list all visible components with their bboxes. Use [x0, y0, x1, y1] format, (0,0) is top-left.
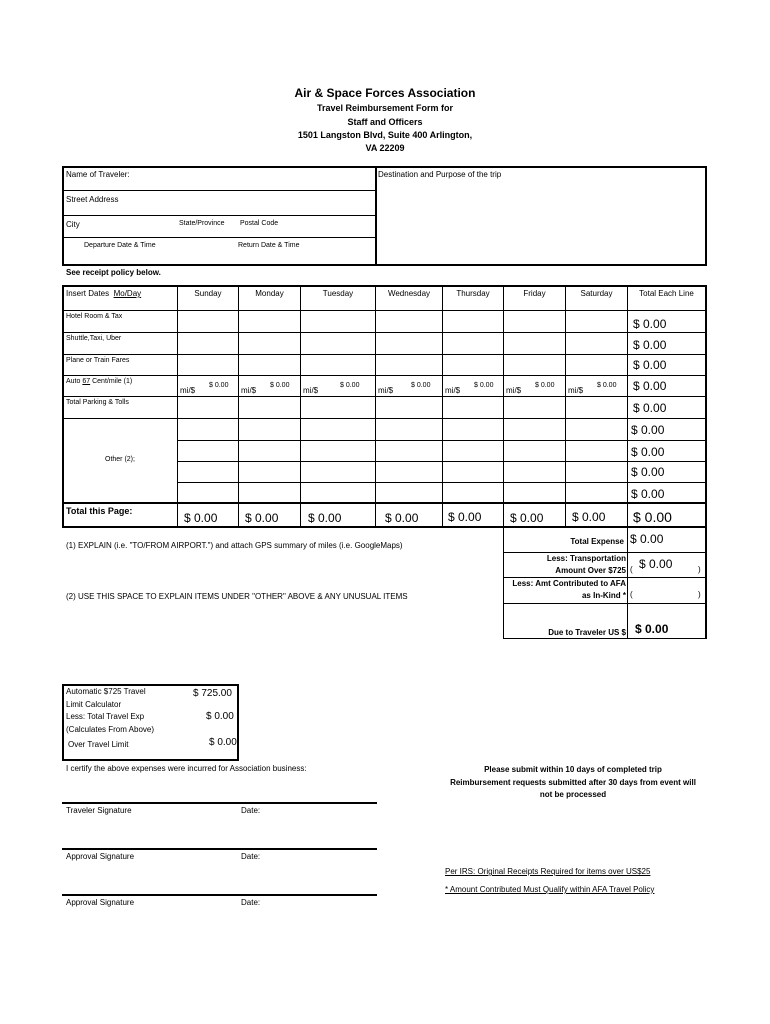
- paren-close: ): [698, 590, 701, 599]
- certification-statement: I certify the above expenses were incurred for Association business:: [66, 764, 307, 773]
- due-to-traveler-value: $ 0.00: [635, 622, 669, 636]
- over-limit-value: $ 0.00: [209, 737, 237, 748]
- mileage-input-saturday[interactable]: mi/$: [568, 386, 584, 395]
- row-label-plane: Plane or Train Fares: [66, 357, 130, 364]
- less-afa-label: Less: Amt Contributed to AFA as In-Kind *: [512, 579, 626, 600]
- travel-expense-value: $ 0.00: [206, 711, 234, 722]
- row-label-parking: Total Parking & Tolls: [66, 399, 129, 406]
- day-header-wednesday: Wednesday: [387, 289, 431, 298]
- mileage-amount: $ 0.00: [411, 382, 431, 389]
- insert-dates-label: Insert Dates Mo/Day: [66, 289, 142, 298]
- afa-travel-policy: * Amount Contributed Must Qualify within AFA Travel Policy: [445, 885, 655, 894]
- row-label-other: Other (2);: [105, 456, 135, 463]
- paren-close: ): [698, 565, 701, 574]
- due-to-traveler-label: Due to Traveler US $: [548, 628, 626, 637]
- mileage-amount: $ 0.00: [535, 382, 555, 389]
- mo-day-label: Mo/Day: [113, 289, 142, 298]
- less-transportation-label: Less: Transportation Amount Over $725: [546, 554, 626, 575]
- paren-open: (: [630, 565, 633, 574]
- mileage-input-sunday[interactable]: mi/$: [180, 386, 196, 395]
- city-field[interactable]: City: [66, 220, 80, 229]
- mileage-amount: $ 0.00: [270, 382, 290, 389]
- name-of-traveler-field[interactable]: Name of Traveler:: [66, 170, 130, 179]
- mileage-input-wednesday[interactable]: mi/$: [378, 386, 394, 395]
- day-header-friday: Friday: [523, 289, 546, 298]
- mileage-amount: $ 0.00: [340, 382, 360, 389]
- mileage-input-friday[interactable]: mi/$: [506, 386, 522, 395]
- day-total-thursday: $ 0.00: [448, 510, 482, 524]
- line-total-hotel: $ 0.00: [633, 317, 667, 331]
- signature-line: [62, 894, 377, 896]
- departure-date-field[interactable]: Departure Date & Time: [84, 242, 156, 249]
- approval-date-field-2[interactable]: Date:: [241, 898, 261, 907]
- line-total-other-3: $ 0.00: [631, 465, 665, 479]
- line-total-plane: $ 0.00: [633, 358, 667, 372]
- address-line-2: VA 22209: [365, 143, 405, 153]
- total-expense-label: Total Expense: [570, 537, 624, 546]
- line-total-auto: $ 0.00: [633, 379, 667, 393]
- line-total-parking: $ 0.00: [633, 401, 667, 415]
- line-total-other-2: $ 0.00: [631, 445, 665, 459]
- signature-line: [62, 802, 377, 804]
- form-subtitle-2: Staff and Officers: [347, 117, 423, 127]
- mileage-input-tuesday[interactable]: mi/$: [303, 386, 319, 395]
- calculator-labels: Automatic $725 Travel Limit Calculator Less: Total Travel Exp (Calculates From Above): [66, 687, 155, 734]
- mileage-input-monday[interactable]: mi/$: [241, 386, 257, 395]
- mileage-amount: $ 0.00: [474, 382, 494, 389]
- line-total-shuttle: $ 0.00: [633, 338, 667, 352]
- day-total-sunday: $ 0.00: [184, 511, 218, 525]
- street-address-field[interactable]: Street Address: [66, 195, 119, 204]
- total-each-line-header: Total Each Line: [639, 289, 694, 298]
- day-header-sunday: Sunday: [194, 289, 222, 298]
- return-date-field[interactable]: Return Date & Time: [238, 242, 300, 249]
- approval-date-field-1[interactable]: Date:: [241, 852, 261, 861]
- traveler-date-field[interactable]: Date:: [241, 806, 261, 815]
- mileage-amount: $ 0.00: [597, 382, 617, 389]
- mileage-input-thursday[interactable]: mi/$: [445, 386, 461, 395]
- address-line-1: 1501 Langston Blvd, Suite 400 Arlington,: [297, 130, 473, 140]
- line-total-other-1: $ 0.00: [631, 423, 665, 437]
- submission-deadline-note: Please submit within 10 days of completed trip Reimbursement requests submitted after 30 days from event will not be processed: [450, 765, 696, 799]
- travel-limit-value: $ 725.00: [193, 688, 232, 699]
- postal-code-field[interactable]: Postal Code: [240, 220, 279, 227]
- day-total-friday: $ 0.00: [510, 511, 544, 525]
- approval-signature-field-2[interactable]: Approval Signature: [66, 898, 135, 907]
- over-limit-label: Over Travel Limit: [68, 740, 129, 749]
- destination-purpose-field[interactable]: Destination and Purpose of the trip: [378, 170, 502, 179]
- mileage-amount: $ 0.00: [209, 382, 229, 389]
- day-total-wednesday: $ 0.00: [385, 511, 419, 525]
- explain-note-2: (2) USE THIS SPACE TO EXPLAIN ITEMS UNDER "OTHER" ABOVE & ANY UNUSUAL ITEMS: [66, 592, 408, 601]
- signature-line: [62, 848, 377, 850]
- explain-note-1: (1) EXPLAIN (i.e. "TO/FROM AIRPORT.") and attach GPS summary of miles (i.e. GoogleMaps): [66, 541, 403, 550]
- line-total-other-4: $ 0.00: [631, 487, 665, 501]
- day-total-monday: $ 0.00: [245, 511, 279, 525]
- total-this-page-label: Total this Page:: [66, 506, 133, 516]
- less-transportation-value: $ 0.00: [639, 557, 673, 571]
- approval-signature-field-1[interactable]: Approval Signature: [66, 852, 135, 861]
- auto-rate-value: 67: [82, 378, 91, 385]
- row-label-hotel: Hotel Room & Tax: [66, 313, 123, 320]
- day-header-thursday: Thursday: [456, 289, 490, 298]
- day-header-saturday: Saturday: [580, 289, 613, 298]
- form-title: Air & Space Forces Association: [294, 86, 476, 100]
- day-header-tuesday: Tuesday: [322, 289, 354, 298]
- grand-total-page: $ 0.00: [633, 509, 672, 525]
- row-label-shuttle: Shuttle,Taxi, Uber: [66, 335, 122, 342]
- day-header-monday: Monday: [255, 289, 284, 298]
- irs-receipt-policy: Per IRS: Original Receipts Required for items over US$25: [445, 867, 651, 876]
- traveler-signature-field[interactable]: Traveler Signature: [66, 806, 132, 815]
- row-label-auto: Auto 67 Cent/mile (1): [66, 378, 133, 385]
- day-total-saturday: $ 0.00: [572, 510, 606, 524]
- receipt-policy-note: See receipt policy below.: [66, 268, 161, 277]
- paren-open: (: [630, 590, 633, 599]
- total-expense-value: $ 0.00: [630, 532, 664, 546]
- form-subtitle: Travel Reimbursement Form for: [316, 103, 454, 113]
- day-total-tuesday: $ 0.00: [308, 511, 342, 525]
- state-province-field[interactable]: State/Province: [179, 220, 225, 227]
